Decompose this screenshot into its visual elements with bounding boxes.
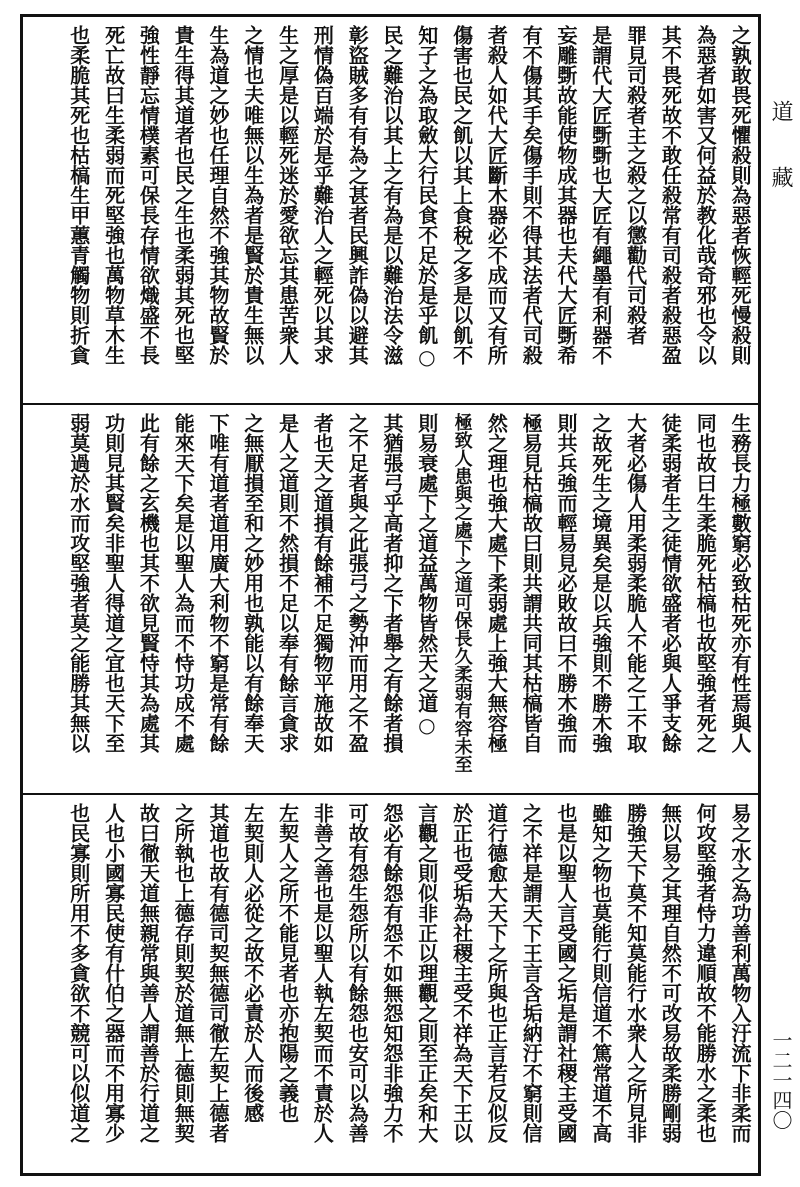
text-column: 非善之善也是以聖人執左契而不責於人 [310, 803, 335, 1143]
text-column: 之故死生之境異矣是以兵強則不勝木強 [588, 413, 613, 753]
text-column: 也柔脆其死也枯槁生甲蕙青觸物則折貪 [66, 25, 91, 365]
text-panel-middle [23, 403, 758, 793]
text-column: 之所執也上德存則契於道無上德則無契 [171, 803, 196, 1143]
text-column: 為惡者如害又何益於教化哉奇邪也令以 [693, 25, 718, 365]
text-column: 民之難治以其上之有為是以難治法令滋 [380, 25, 404, 365]
text-column: 生之厚是以輕死迷於愛欲忘其患苦衆人 [275, 25, 300, 365]
text-column: 勝強天下莫不知莫能行水衆人之所見非 [623, 803, 648, 1143]
text-column: 之情也夫唯無以生為者是賢於貴生無以 [240, 25, 265, 365]
text-column: 怨必有餘怨有怨不如無怨知怨非強力不 [380, 803, 404, 1143]
page-frame [20, 14, 761, 1176]
text-column: 同也故曰生柔脆死枯槁也故堅強者死之 [693, 413, 718, 753]
text-column: 功則見其賢矣非聖人得道之宜也天下至 [101, 413, 126, 753]
text-column: 能來天下矣是以聖人為而不恃功成不處 [171, 413, 196, 753]
text-column: 此有餘之玄機也其不欲見賢恃其為處其 [136, 413, 161, 753]
text-column: 左契人之所不能見者也亦抱陽之義也 [275, 803, 300, 1123]
text-column: 是謂代大匠斲斲也大匠有繩墨有利器不 [588, 25, 613, 365]
text-panel-top [23, 17, 758, 403]
text-column: 死亡故曰生柔弱而死堅強也萬物草木生 [101, 25, 126, 365]
margin-page-number: 一二一四〇 [769, 1030, 793, 1130]
text-column: 也是以聖人言受國之垢是謂社稷主受國 [554, 803, 578, 1143]
text-column: 道行德愈大天下之所與也正言若反似反 [484, 803, 509, 1143]
text-column: 其猶張弓乎高者抑之下者舉之有餘者損 [380, 413, 404, 753]
text-column: 罪見司殺者主之殺之以懲勸代司殺者 [623, 25, 648, 345]
text-column: 則易衰處下之道益萬物皆然天之道○ [414, 413, 439, 737]
text-column: 之無厭損至和之妙用也孰能以有餘奉天 [240, 413, 265, 753]
text-column: 下唯有道者道用廣大利物不窮是常有餘 [206, 413, 230, 753]
text-column: 可故有怨生怨所以有餘怨也安可以為善 [345, 803, 370, 1143]
text-column: 弱莫過於水而攻堅強者莫之能勝其無以 [66, 413, 91, 753]
text-panel-bottom [23, 793, 758, 1173]
text-column: 言觀之則似非正以理觀之則至正矣和大 [414, 803, 439, 1143]
text-column: 易之水之為功善利萬物入汙流下非柔而 [728, 803, 752, 1143]
text-column: 有不傷其手矣傷手則不得其法者代司殺 [519, 25, 544, 365]
text-column: 左契則人必從之故不必責於人而後感 [240, 803, 265, 1123]
text-column: 於正也受垢為社稷主受不祥為天下王以 [449, 803, 474, 1143]
margin-title: 道 藏 [768, 100, 793, 188]
text-column: 人也小國寡民使有什伯之器而不用寡少 [101, 803, 126, 1143]
text-column: 生務長力極數窮必致枯死亦有性焉與人 [728, 413, 752, 753]
text-column: 之孰敢畏死懼殺則為惡者恢輕死慢殺則 [728, 25, 752, 365]
text-column: 者也天之道損有餘補不足獨物平施故如 [310, 413, 335, 753]
text-column: 強性靜忘情樸素可保長存情欲熾盛不長 [136, 25, 161, 365]
text-column: 傷害也民之飢以其上食稅之多是以飢不 [449, 25, 474, 365]
text-column: 雖知之物也莫能行則信道不篤常道不高 [588, 803, 613, 1143]
text-column: 極致人患與之處下之道可保長久柔弱有容未至 [451, 413, 473, 773]
text-column: 大者必傷人用柔弱柔脆人不能之工不取 [623, 413, 648, 753]
text-column: 彰盜賊多有有為之甚者民興詐偽以避其 [345, 25, 370, 365]
text-column: 何攻堅強者恃力違順故不能勝水之柔也 [693, 803, 718, 1143]
text-column: 刑情偽百端於是乎難治人之輕死以其求 [310, 25, 335, 365]
text-column: 其道也故有德司契無德司徹左契上德者 [206, 803, 230, 1143]
text-column: 是人之道則不然損不足以奉有餘言貪求 [275, 413, 300, 753]
text-column: 之不足者與之此張弓之勢沖而用之不盈 [345, 413, 370, 753]
text-column: 妄雕斲故能使物成其器也夫代大匠斲希 [554, 25, 578, 365]
text-column: 然之理也強大處下柔弱處上強大無容極 [484, 413, 509, 753]
text-column: 徒柔弱者生之徒情欲盛者必與人爭支餘 [658, 413, 683, 753]
text-column: 之不祥是謂天下王言含垢納汙不窮則信 [519, 803, 544, 1143]
text-column: 其不畏死故不敢任殺常有司殺者殺惡盈 [658, 25, 683, 365]
text-column: 則共兵強而輕易見必敗故曰不勝木強而 [554, 413, 578, 753]
text-column: 無以易之其理自然不可改易故柔勝剛弱 [658, 803, 683, 1143]
text-column: 知子之為取斂大行民食不足於是乎飢○ [414, 25, 439, 369]
text-column: 故曰徹天道無親常與善人謂善於行道之 [136, 803, 161, 1143]
text-column: 貴生得其道者也民之生也柔弱其死也堅 [171, 25, 196, 365]
text-column: 極易見枯槁故曰則共謂共同其枯槁皆自 [519, 413, 544, 753]
text-column: 也民寡則所用不多貪欲不競可以似道之 [66, 803, 91, 1143]
text-column: 者殺人如代大匠斷木器必不成而又有所 [484, 25, 509, 365]
text-column: 生為道之妙也任理自然不強其物故賢於 [206, 25, 230, 365]
